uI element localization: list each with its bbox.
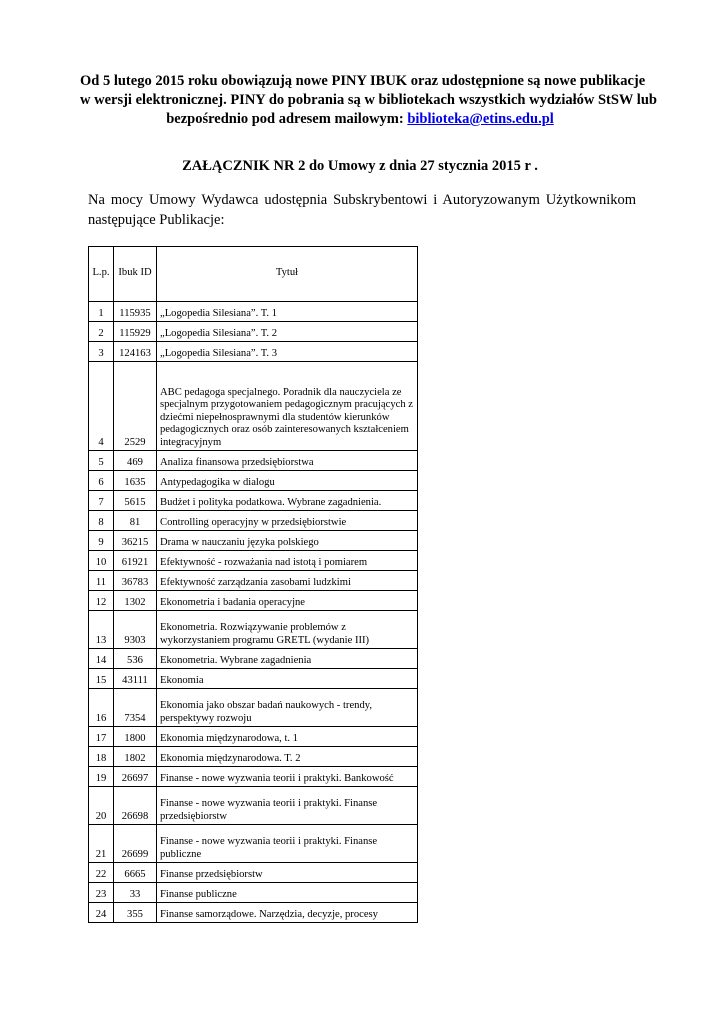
- cell-ibuk-id: 1802: [114, 747, 157, 767]
- cell-ibuk-id: 355: [114, 903, 157, 923]
- cell-lp: 21: [89, 825, 114, 863]
- cell-ibuk-id: 1635: [114, 471, 157, 491]
- cell-ibuk-id: 536: [114, 649, 157, 669]
- cell-title: Finanse - nowe wyzwania teorii i praktyki. Bankowość: [157, 767, 418, 787]
- annex-title: ZAŁĄCZNIK NR 2 do Umowy z dnia 27 stycznia 2015 r .: [182, 158, 538, 174]
- cell-title: Ekonometria. Rozwiązywanie problemów z wykorzystaniem programu GRETL (wydanie III): [157, 611, 418, 649]
- table-row: [89, 322, 418, 342]
- cell-lp: 10: [89, 551, 114, 571]
- cell-ibuk-id: 6665: [114, 863, 157, 883]
- table-row: [89, 302, 418, 322]
- cell-ibuk-id: 81: [114, 511, 157, 531]
- cell-lp: 23: [89, 883, 114, 903]
- cell-ibuk-id: 115935: [114, 302, 157, 322]
- cell-title: „Logopedia Silesiana”. T. 1: [157, 302, 418, 322]
- notice-line: [80, 110, 640, 129]
- cell-ibuk-id: 1800: [114, 727, 157, 747]
- cell-lp: 5: [89, 451, 114, 471]
- header-lp: L.p.: [89, 247, 114, 302]
- notice-line-prefix: bezpośrednio pod adresem mailowym:: [166, 111, 408, 127]
- publications-table: [88, 246, 418, 923]
- notice-line: w wersji elektronicznej. PINY do pobrania są w bibliotekach wszystkich wydziałów StSW lub: [80, 92, 657, 108]
- intro-line: Na mocy Umowy Wydawca udostępnia Subskrybentowi i Autoryzowanym Użytkownikom: [88, 192, 636, 208]
- cell-title: Efektywność - rozważania nad istotą i pomiarem: [157, 551, 418, 571]
- cell-ibuk-id: 26698: [114, 787, 157, 825]
- cell-title: Ekonomia międzynarodowa, t. 1: [157, 727, 418, 747]
- cell-lp: 6: [89, 471, 114, 491]
- cell-lp: 15: [89, 669, 114, 689]
- cell-lp: 11: [89, 571, 114, 591]
- cell-title: Finanse - nowe wyzwania teorii i praktyki. Finanse przedsiębiorstw: [157, 787, 418, 825]
- cell-ibuk-id: 61921: [114, 551, 157, 571]
- intro-line: następujące Publikacje:: [88, 212, 225, 228]
- cell-lp: 1: [89, 302, 114, 322]
- cell-lp: 24: [89, 903, 114, 923]
- cell-title: Finanse publiczne: [157, 883, 418, 903]
- cell-ibuk-id: 7354: [114, 689, 157, 727]
- cell-lp: 17: [89, 727, 114, 747]
- cell-title: Analiza finansowa przedsiębiorstwa: [157, 451, 418, 471]
- cell-title: „Logopedia Silesiana”. T. 3: [157, 342, 418, 362]
- table-row: [89, 825, 418, 863]
- table-row: [89, 471, 418, 491]
- cell-title: Finanse samorządowe. Narzędzia, decyzje, procesy: [157, 903, 418, 923]
- cell-title: Efektywność zarządzania zasobami ludzkimi: [157, 571, 418, 591]
- cell-lp: 22: [89, 863, 114, 883]
- cell-title: Finanse przedsiębiorstw: [157, 863, 418, 883]
- table-row: [89, 451, 418, 471]
- cell-ibuk-id: 36215: [114, 531, 157, 551]
- cell-ibuk-id: 9303: [114, 611, 157, 649]
- cell-lp: 9: [89, 531, 114, 551]
- cell-title: „Logopedia Silesiana”. T. 2: [157, 322, 418, 342]
- cell-ibuk-id: 36783: [114, 571, 157, 591]
- header-title: Tytuł: [157, 247, 418, 302]
- table-row: [89, 362, 418, 451]
- cell-ibuk-id: 26699: [114, 825, 157, 863]
- table-row: [89, 342, 418, 362]
- notice-paragraph: [80, 72, 657, 129]
- cell-title: Ekonometria i badania operacyjne: [157, 591, 418, 611]
- cell-title: Antypedagogika w dialogu: [157, 471, 418, 491]
- cell-lp: 8: [89, 511, 114, 531]
- table-row: [89, 863, 418, 883]
- cell-lp: 18: [89, 747, 114, 767]
- table-row: [89, 649, 418, 669]
- cell-ibuk-id: 26697: [114, 767, 157, 787]
- notice-line: Od 5 lutego 2015 roku obowiązują nowe PINY IBUK oraz udostępnione są nowe publikacje: [80, 73, 646, 89]
- cell-lp: 19: [89, 767, 114, 787]
- cell-ibuk-id: 5615: [114, 491, 157, 511]
- table-row: [89, 903, 418, 923]
- table-row: [89, 787, 418, 825]
- table-row: [89, 611, 418, 649]
- table-row: [89, 491, 418, 511]
- cell-ibuk-id: 33: [114, 883, 157, 903]
- table-row: [89, 727, 418, 747]
- cell-title: ABC pedagoga specjalnego. Poradnik dla nauczyciela ze specjalnym przygotowaniem pedagogicznym pracujących z dziećmi niepełnosprawnymi dla studentów kierunków pedagogicznych oraz osób zainteresowanych kształceniem integracyjnym: [157, 362, 418, 451]
- table-row: [89, 511, 418, 531]
- cell-lp: 20: [89, 787, 114, 825]
- cell-ibuk-id: 124163: [114, 342, 157, 362]
- table-header-row: [89, 247, 418, 302]
- table-row: [89, 689, 418, 727]
- table-row: [89, 767, 418, 787]
- cell-lp: 14: [89, 649, 114, 669]
- cell-ibuk-id: 115929: [114, 322, 157, 342]
- cell-lp: 4: [89, 362, 114, 451]
- cell-title: Controlling operacyjny w przedsiębiorstwie: [157, 511, 418, 531]
- cell-lp: 16: [89, 689, 114, 727]
- cell-lp: 2: [89, 322, 114, 342]
- cell-title: Ekonomia międzynarodowa. T. 2: [157, 747, 418, 767]
- cell-title: Drama w nauczaniu języka polskiego: [157, 531, 418, 551]
- cell-ibuk-id: 2529: [114, 362, 157, 451]
- table-row: [89, 531, 418, 551]
- cell-title: Finanse - nowe wyzwania teorii i praktyki. Finanse publiczne: [157, 825, 418, 863]
- table-row: [89, 551, 418, 571]
- cell-ibuk-id: 469: [114, 451, 157, 471]
- table-body: [89, 302, 418, 923]
- table-row: [89, 883, 418, 903]
- cell-title: Ekonomia: [157, 669, 418, 689]
- cell-lp: 13: [89, 611, 114, 649]
- cell-lp: 12: [89, 591, 114, 611]
- cell-title: Ekonometria. Wybrane zagadnienia: [157, 649, 418, 669]
- email-link[interactable]: biblioteka@etins.edu.pl: [407, 111, 554, 127]
- cell-ibuk-id: 1302: [114, 591, 157, 611]
- table-row: [89, 747, 418, 767]
- table-row: [89, 591, 418, 611]
- cell-ibuk-id: 43111: [114, 669, 157, 689]
- table-row: [89, 571, 418, 591]
- intro-paragraph: [88, 190, 636, 230]
- cell-lp: 7: [89, 491, 114, 511]
- cell-title: Ekonomia jako obszar badań naukowych - trendy, perspektywy rozwoju: [157, 689, 418, 727]
- cell-title: Budżet i polityka podatkowa. Wybrane zagadnienia.: [157, 491, 418, 511]
- cell-lp: 3: [89, 342, 114, 362]
- header-ibuk-id: Ibuk ID: [114, 247, 157, 302]
- table-row: [89, 669, 418, 689]
